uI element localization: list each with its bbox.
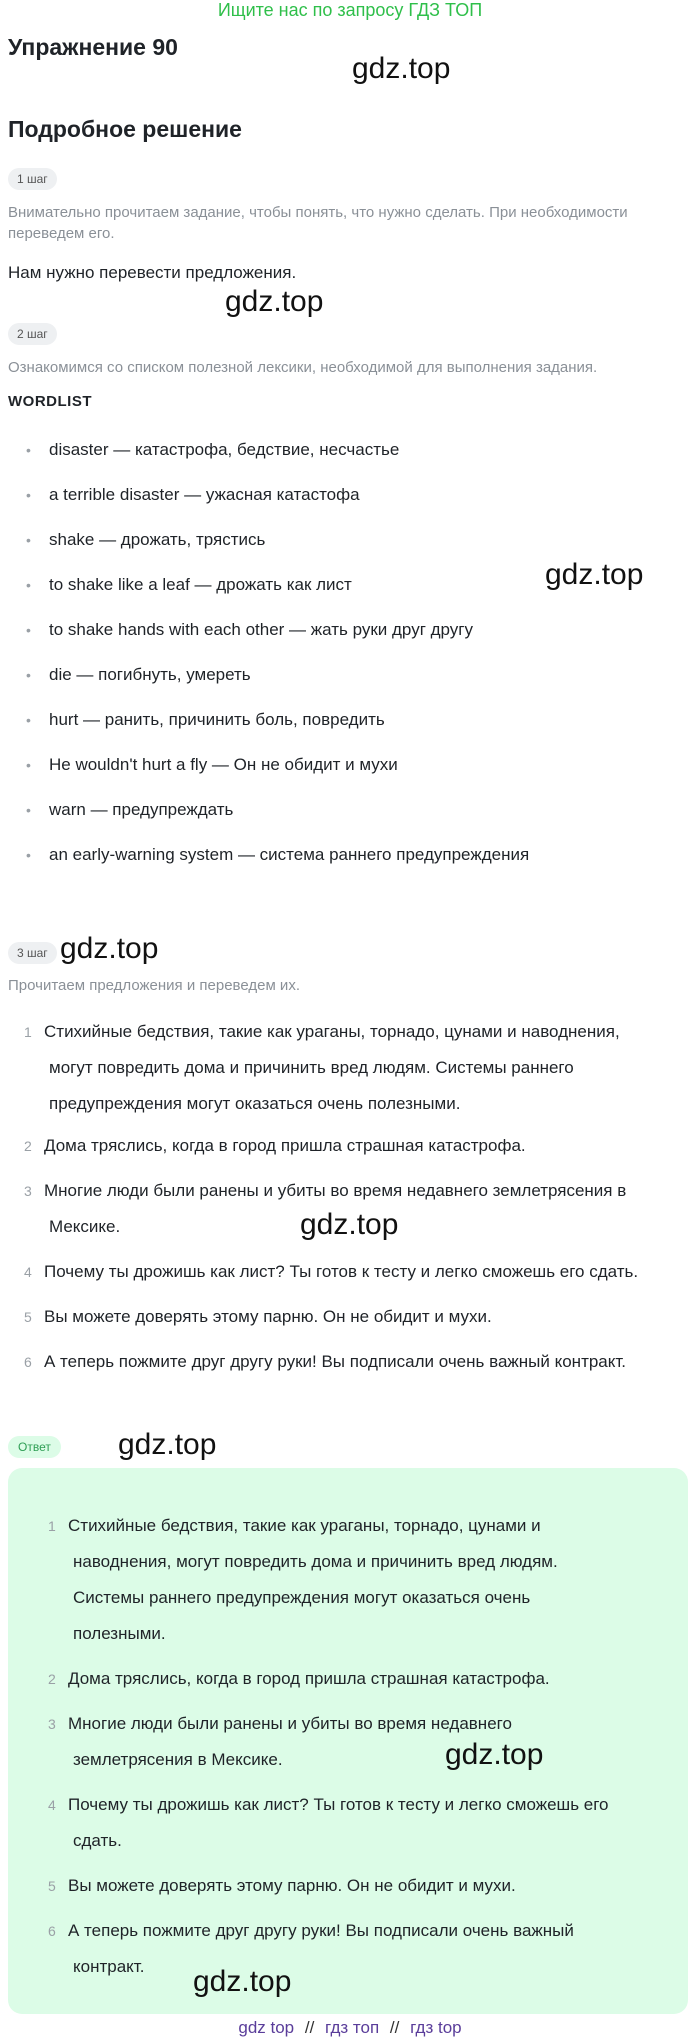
step-1-badge: 1 шаг [8,168,57,190]
list-item: • hurt — ранить, причинить боль, повредить [26,710,385,729]
step-2-hint: Ознакомимся со списком полезной лексики, необходимой для выполнения задания. [8,359,598,376]
list-item: • an early-warning system — система раннего предупреждения [26,845,530,864]
bullet-icon: • [26,847,31,863]
answer-item: 2 Дома тряслись, когда в город пришла страшная катастрофа. [48,1661,678,1697]
answer-number: 5 [48,1878,56,1894]
answer-number: 2 [48,1671,56,1687]
bullet-icon: • [26,532,31,548]
watermark: gdz.top [193,1965,292,1998]
answer-number: 4 [48,1797,56,1813]
step-3-hint: Прочитаем предложения и переведем их. [8,977,300,994]
answer-item: 4 Почему ты дрожишь как лист? Ты готов к тесту и легко сможешь его сдать. [48,1787,678,1859]
footer-link-gdz-top-mixed[interactable]: гдз top [410,2018,462,2037]
sentence-item: 3 Многие люди были ранены и убиты во время недавнего землетрясения в Мексике. [24,1173,694,1245]
sentence-item: 2 Дома тряслись, когда в город пришла страшная катастрофа. [24,1128,694,1164]
watermark: gdz.top [225,285,324,318]
sentence-item: 6 А теперь пожмите друг другу руки! Вы подписали очень важный контракт. [24,1344,694,1380]
watermark: gdz.top [445,1738,544,1771]
bullet-icon: • [26,577,31,593]
watermark: gdz.top [60,932,159,965]
watermark: gdz.top [300,1208,399,1241]
list-item: • to shake hands with each other — жать руки друг другу [26,620,473,639]
answer-item: 1 Стихийные бедствия, такие как ураганы, торнадо, цунами и наводнения, могут повредить дома и причинить вред людям. Системы раннего предупреждения могут оказаться очень полезными. [48,1508,678,1652]
sentence-item: 1 Стихийные бедствия, такие как ураганы, торнадо, цунами и наводнения, могут повредить дома и причинить вред людям. Системы раннего предупреждения могут оказаться очень полезными. [24,1014,694,1122]
answer-item: 5 Вы можете доверять этому парню. Он не обидит и мухи. [48,1868,678,1904]
sentence-number: 6 [24,1354,32,1370]
wordlist-heading: WORDLIST [8,393,92,410]
answer-number: 3 [48,1716,56,1732]
answer-item: 3 Многие люди были ранены и убиты во время недавнего землетрясения в Мексике. [48,1706,678,1778]
section-title: Подробное решение [8,116,242,142]
sentence-number: 4 [24,1264,32,1280]
sentence-item: 4 Почему ты дрожишь как лист? Ты готов к тесту и легко сможешь его сдать. [24,1254,694,1290]
bullet-icon: • [26,667,31,683]
footer-separator: // [389,2018,400,2037]
sentence-number: 2 [24,1138,32,1154]
step-1-text: Нам нужно перевести предложения. [8,263,297,282]
sentence-number: 5 [24,1309,32,1325]
step-2-badge: 2 шаг [8,323,57,345]
footer-link-gdz-top-ru[interactable]: гдз топ [325,2018,380,2037]
answer-number: 1 [48,1518,56,1534]
top-banner: Ищите нас по запросу ГДЗ ТОП [217,0,483,20]
list-item: • shake — дрожать, трястись [26,530,266,549]
watermark: gdz.top [545,558,644,591]
watermark: gdz.top [352,52,451,85]
list-item: • disaster — катастрофа, бедствие, несчастье [26,440,400,459]
watermark: gdz.top [118,1428,217,1461]
bullet-icon: • [26,712,31,728]
bullet-icon: • [26,622,31,638]
footer-links [0,2018,700,2038]
list-item: • to shake like a leaf — дрожать как лист [26,575,352,594]
answer-number: 6 [48,1923,56,1939]
sentence-list [24,1014,694,1380]
list-item: • die — погибнуть, умереть [26,665,251,684]
footer-separator: // [304,2018,315,2037]
sentence-number: 1 [24,1024,32,1040]
wordlist [24,440,529,890]
bullet-icon: • [26,802,31,818]
answer-item: 6 А теперь пожмите друг другу руки! Вы подписали очень важный контракт. [48,1913,678,1985]
sentence-number: 3 [24,1183,32,1199]
footer-link-gdz-top[interactable]: gdz top [238,2018,295,2037]
list-item: • a terrible disaster — ужасная катастофа [26,485,360,504]
bullet-icon: • [26,757,31,773]
list-item: • He wouldn't hurt a fly — Он не обидит и мухи [26,755,398,774]
step-3-badge: 3 шаг [8,942,57,964]
page-title: Упражнение 90 [8,34,178,60]
list-item: • warn — предупреждать [26,800,234,819]
sentence-item: 5 Вы можете доверять этому парню. Он не обидит и мухи. [24,1299,694,1335]
bullet-icon: • [26,487,31,503]
bullet-icon: • [26,442,31,458]
answer-list [48,1508,678,1985]
step-1-hint: Внимательно прочитаем задание, чтобы понять, что нужно сделать. При необходимости переведем его. [8,204,628,242]
answer-badge: Ответ [8,1436,61,1458]
